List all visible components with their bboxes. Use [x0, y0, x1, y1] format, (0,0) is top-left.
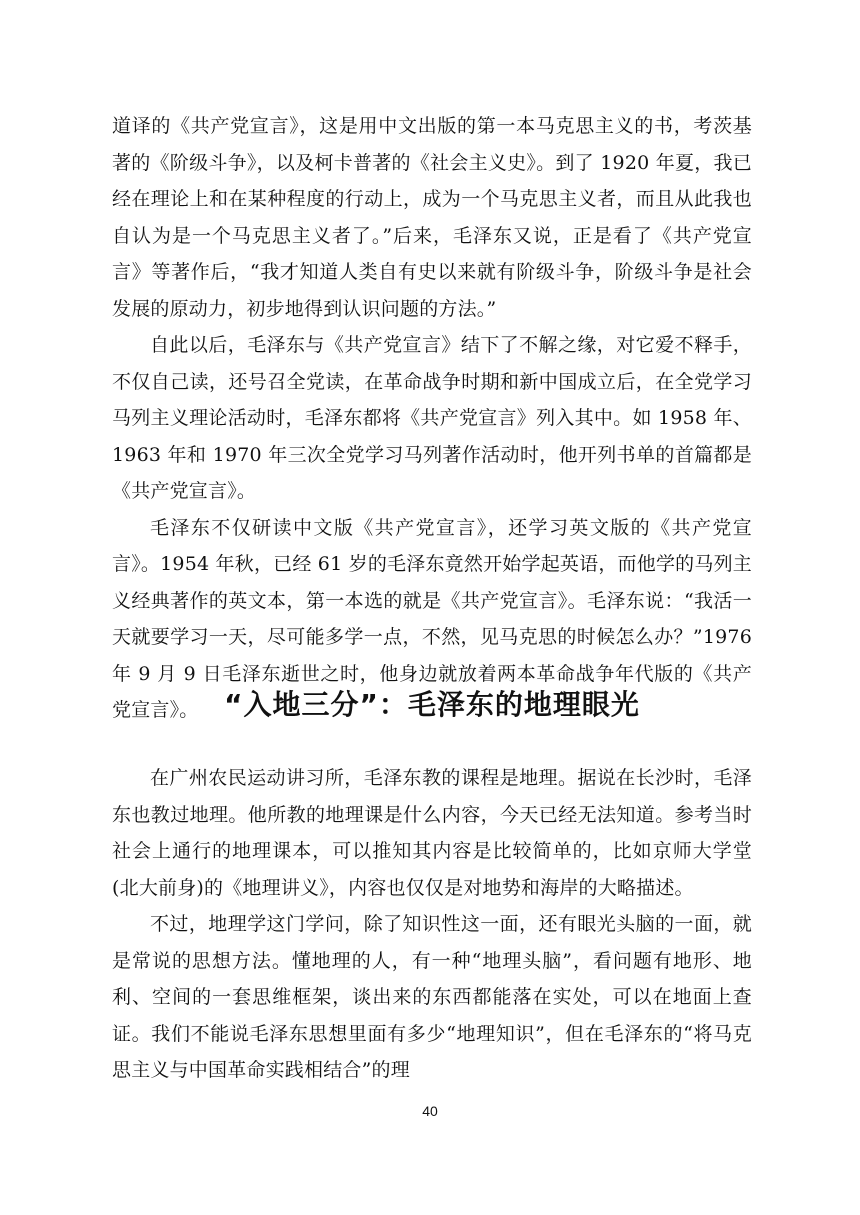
paragraph: 自此以后，毛泽东与《共产党宣言》结下了不解之缘，对它爱不释手，不仅自己读，还号召全党读，在革命战争时期和新中国成立后，在全党学习马列主义理论活动时，毛泽东都将《共产党宣言》列入其中。如 1958 年、1963 年和 1970 年三次全党学习马列著作活动时，他开列书单的首篇都是《共产党宣言》。	[112, 334, 752, 502]
body-text-bottom	[112, 760, 752, 1089]
section-heading: “入地三分”：毛泽东的地理眼光	[224, 688, 640, 721]
paragraph: 在广州农民运动讲习所，毛泽东教的课程是地理。据说在长沙时，毛泽东也教过地理。他所教的地理课是什么内容，今天已经无法知道。参考当时社会上通行的地理课本，可以推知其内容是比较简单的，比如京师大学堂(北大前身)的《地理讲义》，内容也仅仅是对地势和海岸的大略描述。	[112, 767, 752, 899]
paragraph-continued: 道译的《共产党宣言》，这是用中文出版的第一本马克思主义的书，考茨基著的《阶级斗争》，以及柯卡普著的《社会主义史》。到了 1920 年夏，我已经在理论上和在某种程度的行动上，成为一个马克思主义者，而且从此我也自认为是一个马克思主义者了。”后来，毛泽东又说，正是看了《共产党宣言》等著作后，“我才知道人类自有史以来就有阶级斗争，阶级斗争是社会发展的原动力，初步地得到认识问题的方法。”	[112, 115, 752, 320]
body-text-top	[112, 108, 752, 729]
paragraph: 不过，地理学这门学问，除了知识性这一面，还有眼光头脑的一面，就是常说的思想方法。懂地理的人，有一种“地理头脑”，看问题有地形、地利、空间的一套思维框架，谈出来的东西都能落在实处，可以在地面上查证。我们不能说毛泽东思想里面有多少“地理知识”，但在毛泽东的“将马克思主义与中国革命实践相结合”的理	[112, 913, 752, 1081]
paragraph: 毛泽东不仅研读中文版《共产党宣言》，还学习英文版的《共产党宣言》。1954 年秋，已经 61 岁的毛泽东竟然开始学起英语，而他学的马列主义经典著作的英文本，第一本选的就是《共产党宣言》。毛泽东说：“我活一天就要学习一天，尽可能多学一点，不然，见马克思的时候怎么办？”1976 年 9 月 9 日毛泽东逝世之时，他身边就放着两本革命战争年代版的《共产党宣言》。	[112, 516, 752, 721]
page-number: 40	[422, 1103, 438, 1119]
